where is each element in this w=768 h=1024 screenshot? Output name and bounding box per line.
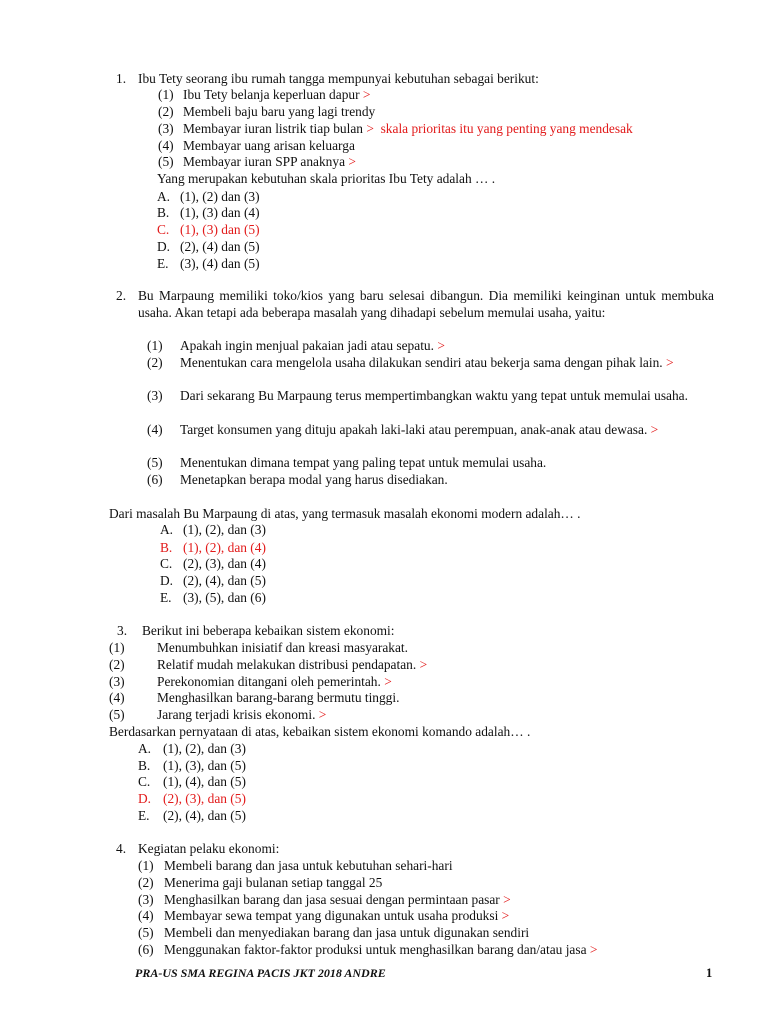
answer-marker: > [384, 674, 392, 689]
q4-stem: Kegiatan pelaku ekonomi: [138, 841, 280, 856]
q3-item-number: (5) [109, 707, 125, 722]
q3-option-text: (1), (3), dan (5) [163, 758, 246, 773]
q2-item-number: (2) [147, 355, 163, 370]
q1-item-number: (2) [158, 104, 174, 119]
answer-marker: > [419, 657, 428, 672]
answer-marker: > [503, 892, 511, 907]
answer-marker: > skala prioritas itu yang penting yang mendesak [366, 121, 633, 136]
q3-item-number: (1) [109, 640, 125, 655]
q1-item-text: Membayar iuran listrik tiap bulan > skala prioritas itu yang penting yang mendesak [183, 121, 633, 136]
q1-item-number: (3) [158, 121, 174, 136]
q3-item-text: Perekonomian ditangani oleh pemerintah. > [157, 674, 392, 689]
answer-marker: > [589, 942, 598, 957]
q2-option-letter: A. [160, 522, 174, 537]
q2-option-text: (2), (4), dan (5) [183, 573, 266, 588]
q4-item-text: Menggunakan faktor-faktor produksi untuk menghasilkan barang dan/atau jasa > [164, 942, 598, 957]
q1-item-text: Membayar iuran SPP anaknya > [183, 154, 356, 169]
q3-option-text: (2), (4), dan (5) [163, 808, 246, 823]
q4-item-number: (4) [138, 908, 154, 923]
q1-item-text: Membayar uang arisan keluarga [183, 138, 355, 153]
q3-option-text: (1), (4), dan (5) [163, 774, 246, 789]
q3-option-letter: C. [138, 774, 151, 789]
q3-option-text-correct: (2), (3), dan (5) [163, 791, 246, 806]
q2-item-text: Menetapkan berapa modal yang harus disediakan. [180, 472, 448, 487]
answer-marker: > [318, 707, 327, 722]
q3-item-number: (3) [109, 674, 125, 689]
q3-option-letter: B. [138, 758, 151, 773]
q2-item-text: Target konsumen yang dituju apakah laki-laki atau perempuan, anak-anak atau dewasa. > [180, 422, 659, 437]
q2-option-text-correct: (1), (2), dan (4) [183, 540, 266, 555]
q1-option-text: (1), (3) dan (4) [180, 205, 260, 220]
q1-item-number: (1) [158, 87, 174, 102]
q2-number: 2. [116, 288, 127, 303]
q3-option-letter: E. [138, 808, 150, 823]
q2-item-number: (4) [147, 422, 163, 437]
q2-option-letter: D. [160, 573, 174, 588]
q4-item-number: (6) [138, 942, 154, 957]
q3-item-text: Menumbuhkan inisiatif dan kreasi masyarakat. [157, 640, 409, 655]
q3-question: Berdasarkan pernyataan di atas, kebaikan sistem ekonomi komando adalah… . [109, 724, 531, 739]
answer-marker: > [650, 422, 659, 437]
q4-number: 4. [116, 841, 127, 856]
q1-option-letter: A. [157, 189, 171, 204]
q2-item-number: (1) [147, 338, 163, 353]
q2-option-letter: C. [160, 556, 173, 571]
q3-option-letter: D. [138, 791, 152, 806]
q3-item-text: Relatif mudah melakukan distribusi pendapatan. > [157, 657, 428, 672]
q2-item-text: Dari sekarang Bu Marpaung terus mempertimbangkan waktu yang tepat untuk memulai usaha. [180, 388, 688, 403]
page-number: 1 [706, 966, 713, 980]
q1-number: 1. [116, 71, 127, 86]
q1-item-text: Ibu Tety belanja keperluan dapur > [183, 87, 371, 102]
q1-option-text: (2), (4) dan (5) [180, 239, 260, 254]
q1-option-letter: E. [157, 256, 169, 271]
q2-option-text: (1), (2), dan (3) [183, 522, 266, 537]
q3-item-number: (4) [109, 690, 125, 705]
q2-question: Dari masalah Bu Marpaung di atas, yang termasuk masalah ekonomi modern adalah… . [109, 506, 581, 521]
q1-stem: Ibu Tety seorang ibu rumah tangga mempunyai kebutuhan sebagai berikut: [138, 71, 539, 86]
q3-stem: Berikut ini beberapa kebaikan sistem ekonomi: [142, 623, 395, 638]
q2-option-letter: E. [160, 590, 172, 605]
answer-marker: > [348, 154, 356, 169]
q4-item-text: Menghasilkan barang dan jasa sesuai dengan permintaan pasar > [164, 892, 511, 907]
q3-option-text: (1), (2), dan (3) [163, 741, 246, 756]
q4-item-number: (3) [138, 892, 154, 907]
q3-option-letter: A. [138, 741, 152, 756]
q4-item-number: (2) [138, 875, 154, 890]
q4-item-number: (1) [138, 858, 154, 873]
q2-stem: Bu Marpaung memiliki toko/kios yang baru selesai dibangun. Dia memiliki keinginan untuk membuka usaha. Akan tetapi ada beberapa masalah yang dihadapi sebelum memulai usaha, yaitu: [138, 288, 714, 320]
q2-item-text: Apakah ingin menjual pakaian jadi atau sepatu. > [180, 338, 445, 353]
q1-option-letter: C. [157, 222, 170, 237]
q1-item-number: (5) [158, 154, 174, 169]
answer-marker: > [437, 338, 445, 353]
q2-item-number: (6) [147, 472, 163, 487]
q1-question: Yang merupakan kebutuhan skala prioritas Ibu Tety adalah … . [157, 171, 496, 186]
q2-item-number: (5) [147, 455, 163, 470]
q2-item-text: Menentukan dimana tempat yang paling tepat untuk memulai usaha. [180, 455, 547, 470]
q1-option-text-correct: (1), (3) dan (5) [180, 222, 260, 237]
page-footer: PRA-US SMA REGINA PACIS JKT 2018 ANDRE [135, 966, 386, 980]
q2-option-text: (3), (5), dan (6) [183, 590, 266, 605]
q1-item-text: Membeli baju baru yang lagi trendy [183, 104, 376, 119]
q2-option-letter: B. [160, 540, 173, 555]
q1-option-text: (1), (2) dan (3) [180, 189, 260, 204]
q2-option-text: (2), (3), dan (4) [183, 556, 266, 571]
answer-marker: > [362, 87, 371, 102]
q2-item-number: (3) [147, 388, 163, 403]
q3-item-text: Menghasilkan barang-barang bermutu tinggi. [157, 690, 400, 705]
q1-item-number: (4) [158, 138, 174, 153]
q4-item-text: Menerima gaji bulanan setiap tanggal 25 [164, 875, 383, 890]
q3-item-number: (2) [109, 657, 125, 672]
q1-option-text: (3), (4) dan (5) [180, 256, 260, 271]
q4-item-number: (5) [138, 925, 154, 940]
answer-marker: > [665, 355, 674, 370]
q1-option-letter: D. [157, 239, 171, 254]
answer-marker: > [501, 908, 510, 923]
q4-item-text: Membayar sewa tempat yang digunakan untuk usaha produksi > [164, 908, 510, 923]
q1-option-letter: B. [157, 205, 170, 220]
q2-item-text: Menentukan cara mengelola usaha dilakukan sendiri atau bekerja sama dengan pihak lain. > [180, 355, 674, 370]
q3-number: 3. [117, 623, 128, 638]
q3-item-text: Jarang terjadi krisis ekonomi. > [157, 707, 327, 722]
q4-item-text: Membeli barang dan jasa untuk kebutuhan sehari-hari [164, 858, 453, 873]
q4-item-text: Membeli dan menyediakan barang dan jasa untuk digunakan sendiri [164, 925, 530, 940]
